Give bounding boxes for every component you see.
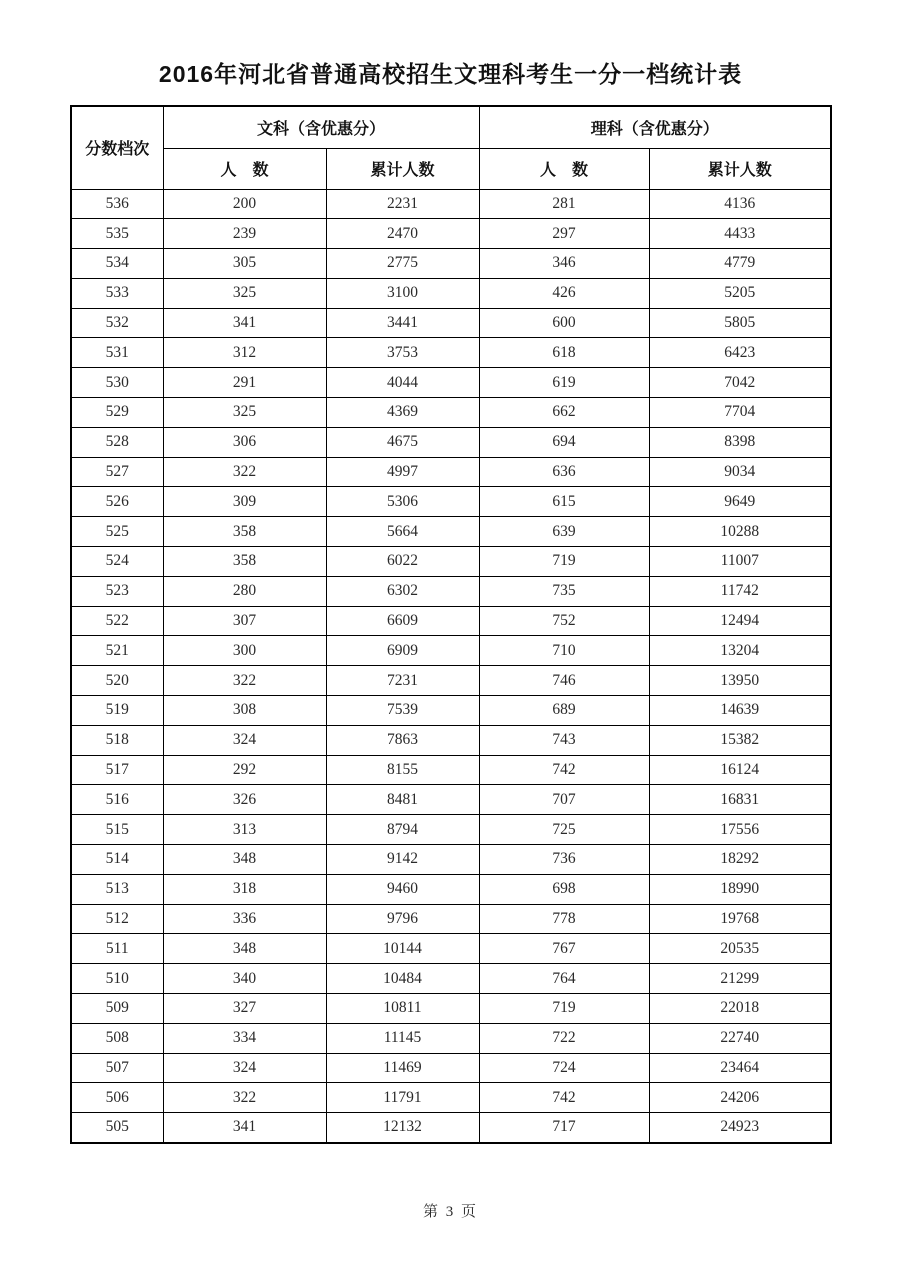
science-count-cell: 615 [479,487,649,517]
science-cumulative-cell: 18292 [649,845,831,875]
score-cell: 521 [71,636,163,666]
arts-count-cell: 327 [163,994,326,1024]
header-group-row [71,106,831,148]
arts-cumulative-cell: 6302 [326,576,479,606]
table-row [71,249,831,279]
score-cell: 527 [71,457,163,487]
arts-cumulative-cell: 4675 [326,427,479,457]
arts-count-cell: 358 [163,547,326,577]
arts-count-cell: 291 [163,368,326,398]
arts-count-cell: 340 [163,964,326,994]
science-count-cell: 752 [479,606,649,636]
science-cumulative-cell: 18990 [649,874,831,904]
science-cumulative-cell: 13950 [649,666,831,696]
score-cell: 535 [71,219,163,249]
science-count-cell: 764 [479,964,649,994]
score-cell: 534 [71,249,163,279]
arts-cumulative-cell: 2775 [326,249,479,279]
arts-count-cell: 239 [163,219,326,249]
science-count-cell: 736 [479,845,649,875]
arts-count-cell: 326 [163,785,326,815]
table-row [71,338,831,368]
table-row [71,755,831,785]
arts-cumulative-cell: 8794 [326,815,479,845]
table-row [71,874,831,904]
arts-count-cell: 324 [163,725,326,755]
science-cumulative-cell: 12494 [649,606,831,636]
table-row [71,219,831,249]
science-count-cell: 778 [479,904,649,934]
header-score-level: 分数档次 [71,106,163,189]
score-cell: 510 [71,964,163,994]
score-cell: 520 [71,666,163,696]
arts-cumulative-cell: 5664 [326,517,479,547]
science-count-cell: 707 [479,785,649,815]
header-science-cumulative: 累计人数 [649,148,831,189]
score-cell: 506 [71,1083,163,1113]
arts-cumulative-cell: 10484 [326,964,479,994]
arts-count-cell: 348 [163,934,326,964]
science-count-cell: 743 [479,725,649,755]
table-row [71,1053,831,1083]
table-row [71,1113,831,1143]
science-count-cell: 636 [479,457,649,487]
science-cumulative-cell: 7704 [649,398,831,428]
header-arts-cumulative: 累计人数 [326,148,479,189]
arts-cumulative-cell: 9460 [326,874,479,904]
arts-cumulative-cell: 6022 [326,547,479,577]
arts-cumulative-cell: 11145 [326,1023,479,1053]
science-count-cell: 689 [479,696,649,726]
arts-cumulative-cell: 11469 [326,1053,479,1083]
arts-count-cell: 292 [163,755,326,785]
arts-cumulative-cell: 7539 [326,696,479,726]
table-row [71,308,831,338]
science-count-cell: 722 [479,1023,649,1053]
science-cumulative-cell: 9034 [649,457,831,487]
science-cumulative-cell: 17556 [649,815,831,845]
science-count-cell: 426 [479,278,649,308]
arts-count-cell: 348 [163,845,326,875]
science-count-cell: 719 [479,994,649,1024]
table-row [71,547,831,577]
arts-count-cell: 312 [163,338,326,368]
arts-count-cell: 305 [163,249,326,279]
arts-cumulative-cell: 4997 [326,457,479,487]
score-cell: 514 [71,845,163,875]
science-count-cell: 297 [479,219,649,249]
table-row [71,994,831,1024]
science-cumulative-cell: 13204 [649,636,831,666]
science-count-cell: 767 [479,934,649,964]
table-row [71,278,831,308]
score-cell: 532 [71,308,163,338]
score-cell: 519 [71,696,163,726]
score-cell: 533 [71,278,163,308]
arts-cumulative-cell: 8155 [326,755,479,785]
science-count-cell: 742 [479,1083,649,1113]
score-cell: 524 [71,547,163,577]
science-cumulative-cell: 5805 [649,308,831,338]
table-row [71,845,831,875]
science-cumulative-cell: 8398 [649,427,831,457]
table-row [71,576,831,606]
score-cell: 507 [71,1053,163,1083]
table-row [71,904,831,934]
arts-count-cell: 322 [163,666,326,696]
table-row [71,189,831,219]
score-cell: 522 [71,606,163,636]
arts-cumulative-cell: 9796 [326,904,479,934]
table-row [71,398,831,428]
page-title: 2016年河北省普通高校招生文理科考生一分一档统计表 [158,61,743,87]
science-cumulative-cell: 4136 [649,189,831,219]
arts-count-cell: 308 [163,696,326,726]
header-arts-group: 文科（含优惠分） [163,106,479,148]
page-number: 第 3 页 [422,1204,478,1220]
arts-cumulative-cell: 10144 [326,934,479,964]
science-count-cell: 694 [479,427,649,457]
arts-cumulative-cell: 3753 [326,338,479,368]
arts-cumulative-cell: 5306 [326,487,479,517]
table-row [71,517,831,547]
science-cumulative-cell: 16831 [649,785,831,815]
science-count-cell: 639 [479,517,649,547]
arts-cumulative-cell: 10811 [326,994,479,1024]
header-sub-row [71,148,831,189]
score-cell: 509 [71,994,163,1024]
science-count-cell: 346 [479,249,649,279]
arts-count-cell: 309 [163,487,326,517]
science-cumulative-cell: 4433 [649,219,831,249]
score-cell: 525 [71,517,163,547]
arts-count-cell: 307 [163,606,326,636]
table-row [71,457,831,487]
science-cumulative-cell: 7042 [649,368,831,398]
science-count-cell: 600 [479,308,649,338]
table-body [71,189,831,1143]
arts-cumulative-cell: 6909 [326,636,479,666]
table-row [71,696,831,726]
header-arts-count: 人 数 [163,148,326,189]
arts-cumulative-cell: 8481 [326,785,479,815]
table-row [71,666,831,696]
science-count-cell: 710 [479,636,649,666]
arts-count-cell: 324 [163,1053,326,1083]
table-row [71,785,831,815]
science-cumulative-cell: 24206 [649,1083,831,1113]
science-count-cell: 717 [479,1113,649,1143]
science-cumulative-cell: 23464 [649,1053,831,1083]
arts-count-cell: 336 [163,904,326,934]
score-cell: 518 [71,725,163,755]
arts-cumulative-cell: 2231 [326,189,479,219]
science-count-cell: 698 [479,874,649,904]
science-cumulative-cell: 14639 [649,696,831,726]
score-cell: 523 [71,576,163,606]
arts-count-cell: 322 [163,1083,326,1113]
score-cell: 512 [71,904,163,934]
arts-count-cell: 325 [163,278,326,308]
arts-count-cell: 334 [163,1023,326,1053]
arts-cumulative-cell: 7231 [326,666,479,696]
science-count-cell: 662 [479,398,649,428]
score-cell: 505 [71,1113,163,1143]
score-cell: 529 [71,398,163,428]
science-cumulative-cell: 22018 [649,994,831,1024]
science-cumulative-cell: 9649 [649,487,831,517]
arts-cumulative-cell: 7863 [326,725,479,755]
table-row [71,815,831,845]
arts-cumulative-cell: 2470 [326,219,479,249]
science-count-cell: 724 [479,1053,649,1083]
table-row [71,964,831,994]
arts-cumulative-cell: 3100 [326,278,479,308]
arts-count-cell: 313 [163,815,326,845]
score-cell: 526 [71,487,163,517]
table-row [71,725,831,755]
score-distribution-table [70,105,832,1144]
arts-cumulative-cell: 11791 [326,1083,479,1113]
score-cell: 515 [71,815,163,845]
science-cumulative-cell: 24923 [649,1113,831,1143]
arts-count-cell: 200 [163,189,326,219]
table-row [71,427,831,457]
science-cumulative-cell: 10288 [649,517,831,547]
science-cumulative-cell: 20535 [649,934,831,964]
score-cell: 530 [71,368,163,398]
table-row [71,368,831,398]
science-cumulative-cell: 21299 [649,964,831,994]
table-header [71,106,831,189]
score-cell: 528 [71,427,163,457]
science-cumulative-cell: 22740 [649,1023,831,1053]
science-cumulative-cell: 15382 [649,725,831,755]
arts-count-cell: 280 [163,576,326,606]
table-row [71,487,831,517]
arts-count-cell: 325 [163,398,326,428]
arts-cumulative-cell: 4044 [326,368,479,398]
arts-cumulative-cell: 9142 [326,845,479,875]
score-cell: 531 [71,338,163,368]
arts-cumulative-cell: 3441 [326,308,479,338]
table-row [71,934,831,964]
score-cell: 536 [71,189,163,219]
science-count-cell: 746 [479,666,649,696]
table-row [71,606,831,636]
science-count-cell: 735 [479,576,649,606]
score-cell: 516 [71,785,163,815]
science-count-cell: 725 [479,815,649,845]
arts-count-cell: 300 [163,636,326,666]
arts-count-cell: 318 [163,874,326,904]
score-cell: 517 [71,755,163,785]
science-count-cell: 281 [479,189,649,219]
science-count-cell: 742 [479,755,649,785]
science-cumulative-cell: 6423 [649,338,831,368]
table-row [71,1023,831,1053]
table-row [71,1083,831,1113]
arts-count-cell: 358 [163,517,326,547]
science-cumulative-cell: 4779 [649,249,831,279]
score-cell: 511 [71,934,163,964]
science-cumulative-cell: 5205 [649,278,831,308]
arts-count-cell: 341 [163,308,326,338]
science-count-cell: 618 [479,338,649,368]
science-count-cell: 619 [479,368,649,398]
score-cell: 508 [71,1023,163,1053]
arts-count-cell: 341 [163,1113,326,1143]
arts-count-cell: 306 [163,427,326,457]
header-science-group: 理科（含优惠分） [479,106,831,148]
arts-count-cell: 322 [163,457,326,487]
science-cumulative-cell: 11742 [649,576,831,606]
table-row [71,636,831,666]
science-count-cell: 719 [479,547,649,577]
science-cumulative-cell: 19768 [649,904,831,934]
score-cell: 513 [71,874,163,904]
science-cumulative-cell: 16124 [649,755,831,785]
science-cumulative-cell: 11007 [649,547,831,577]
arts-cumulative-cell: 4369 [326,398,479,428]
arts-cumulative-cell: 12132 [326,1113,479,1143]
header-science-count: 人 数 [479,148,649,189]
arts-cumulative-cell: 6609 [326,606,479,636]
